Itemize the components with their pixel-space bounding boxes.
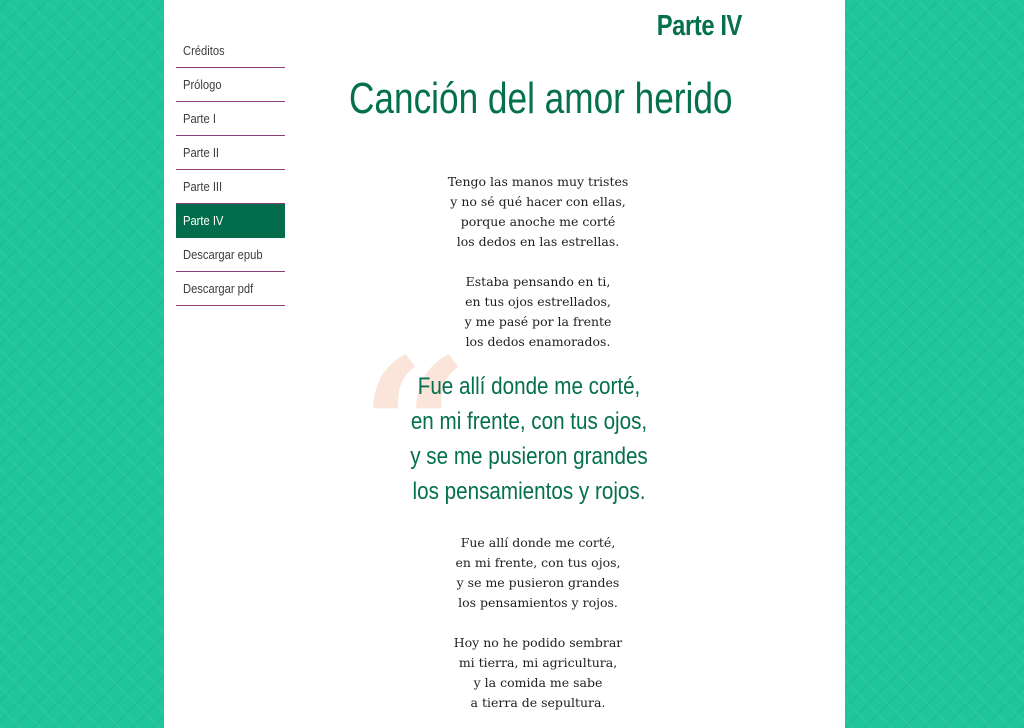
poem-title: Canción del amor herido bbox=[349, 74, 733, 123]
nav-item-parte-ii[interactable] bbox=[176, 136, 285, 170]
nav-item-descargar-pdf[interactable] bbox=[176, 272, 285, 306]
poem-line: y me pasé por la frente bbox=[464, 314, 612, 329]
nav-item-parte-i[interactable] bbox=[176, 102, 285, 136]
poem-line: y no sé qué hacer con ellas, bbox=[450, 194, 626, 209]
nav-item-label: Parte III bbox=[183, 179, 223, 194]
poem-stanza-4 bbox=[380, 633, 696, 713]
pullquote-line: los pensamientos y rojos. bbox=[412, 478, 646, 505]
nav-item-prologo[interactable] bbox=[176, 68, 285, 102]
poem-line: mi tierra, mi agricultura, bbox=[458, 655, 618, 670]
nav-item-label: Descargar epub bbox=[183, 247, 263, 262]
nav-item-label: Descargar pdf bbox=[183, 281, 254, 296]
nav-item-parte-iii[interactable] bbox=[176, 170, 285, 204]
nav-item-parte-iv[interactable] bbox=[176, 204, 285, 238]
nav-item-label: Parte II bbox=[183, 145, 220, 160]
part-heading: Parte IV bbox=[656, 10, 742, 42]
pullquote-line: y se me pusieron grandes bbox=[410, 443, 648, 470]
page-content bbox=[164, 0, 845, 728]
nav-item-label: Créditos bbox=[183, 43, 225, 58]
poem-line: en tus ojos estrellados, bbox=[465, 294, 611, 309]
poem-stanza-3 bbox=[380, 533, 696, 613]
poem-line: Tengo las manos muy tristes bbox=[447, 174, 629, 189]
poem-line: los pensamientos y rojos. bbox=[458, 595, 618, 610]
poem-line: Estaba pensando en ti, bbox=[465, 274, 611, 289]
sidebar-nav bbox=[176, 34, 285, 306]
poem-line: Hoy no he podido sembrar bbox=[453, 635, 623, 650]
pullquote-line: en mi frente, con tus ojos, bbox=[410, 408, 648, 435]
nav-item-creditos[interactable] bbox=[176, 34, 285, 68]
pullquote-line: Fue allí donde me corté, bbox=[417, 373, 641, 400]
nav-item-descargar-epub[interactable] bbox=[176, 238, 285, 272]
poem-line: a tierra de sepultura. bbox=[470, 695, 606, 710]
poem-line: Fue allí donde me corté, bbox=[460, 535, 616, 550]
poem-line: porque anoche me corté bbox=[460, 214, 616, 229]
quote-mark-icon: “ bbox=[360, 317, 470, 540]
poem-line: en mi frente, con tus ojos, bbox=[455, 555, 621, 570]
poem-line: los dedos en las estrellas. bbox=[456, 234, 620, 249]
pullquote bbox=[344, 369, 714, 509]
poem-line: los dedos enamorados. bbox=[465, 334, 611, 349]
nav-item-label: Parte IV bbox=[183, 213, 224, 228]
poem-line: y la comida me sabe bbox=[473, 675, 603, 690]
nav-item-label: Prólogo bbox=[183, 77, 222, 92]
poem-stanza-1 bbox=[380, 172, 696, 252]
nav-item-label: Parte I bbox=[183, 111, 216, 126]
poem-line: y se me pusieron grandes bbox=[456, 575, 620, 590]
